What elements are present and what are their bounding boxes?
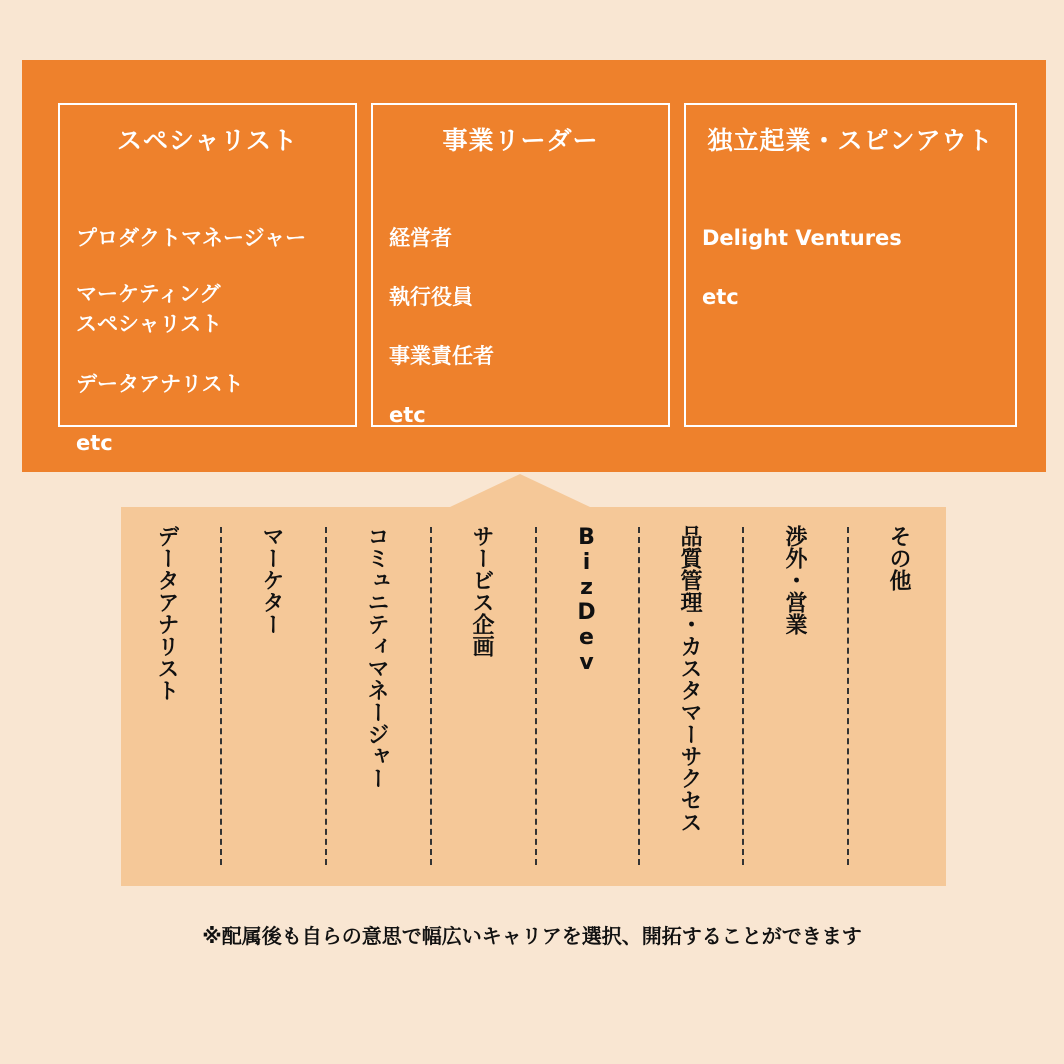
startup-spinout-title: 独立起業・スピンアウト — [707, 126, 994, 155]
role-marketer: マーケター — [259, 525, 284, 635]
startup-spinout-item: Delight Ventures — [702, 226, 902, 250]
divider — [430, 527, 432, 865]
role-other: その他 — [886, 525, 911, 591]
specialist-item: データアナリスト — [76, 372, 244, 396]
role-quality-customer-success: 品質管理・カスタマーサクセス — [677, 525, 702, 833]
specialist-item: プロダクトマネージャー — [76, 226, 307, 250]
divider — [535, 527, 537, 865]
divider — [325, 527, 327, 865]
startup-spinout-box — [684, 103, 1017, 427]
specialist-box — [58, 103, 357, 455]
divider — [847, 527, 849, 865]
business-leader-box — [371, 103, 670, 427]
specialist-item: etc — [76, 431, 113, 455]
business-leader-item: etc — [389, 403, 426, 427]
up-arrow-icon — [450, 474, 590, 507]
career-paths-panel — [22, 60, 1046, 472]
business-leader-title: 事業リーダー — [442, 126, 599, 155]
footnote: ※配属後も自らの意思で幅広いキャリアを選択、開拓することができます — [202, 924, 862, 948]
role-service-planning: サービス企画 — [469, 525, 494, 657]
divider — [220, 527, 222, 865]
business-leader-item: 事業責任者 — [389, 344, 494, 368]
divider — [742, 527, 744, 865]
specialist-title: スペシャリスト — [116, 126, 298, 155]
business-leader-item: 経営者 — [389, 226, 452, 250]
role-community-manager: コミュニティマネージャー — [364, 525, 389, 789]
role-data-analyst: データアナリスト — [154, 525, 179, 701]
roles-panel — [121, 507, 946, 886]
specialist-item: マーケティング スペシャリスト — [76, 282, 223, 336]
role-sales: 渉外・営業 — [782, 525, 807, 635]
startup-spinout-item: etc — [702, 285, 739, 309]
business-leader-item: 執行役員 — [389, 285, 473, 309]
divider — [638, 527, 640, 865]
role-bizdev: BizDev — [574, 525, 599, 675]
